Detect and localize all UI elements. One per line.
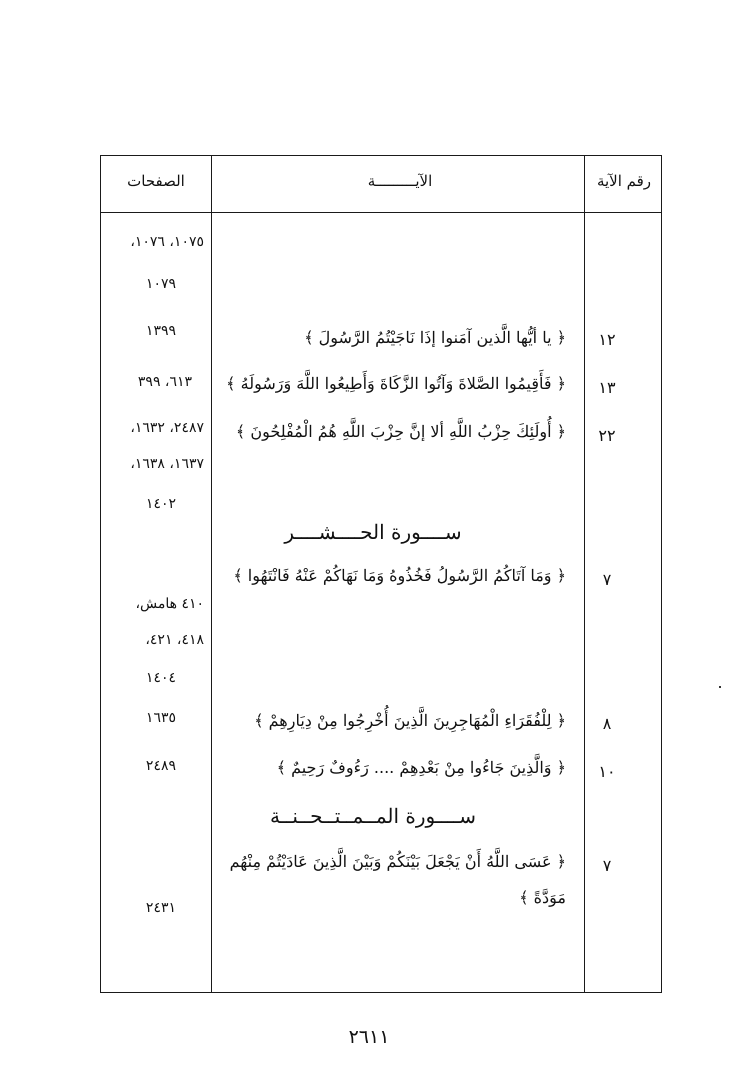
pages-cell: ٤١٨، ٤٢١، xyxy=(145,632,204,648)
pages-cell: ٢٤٨٩ xyxy=(145,758,176,774)
surah-heading: ســــورة الحــــشــــر xyxy=(284,520,462,544)
header-divider xyxy=(100,212,662,213)
verse-number: ١٣ xyxy=(598,378,616,397)
verse-text: ﴿ عَسَى اللَّهُ أَنْ يَجْعَلَ بَيْنَكُمْ وَبَيْنَ الَّذِينَ عَادَيْتُمْ مِنْهُم xyxy=(229,852,566,871)
verse-text-continued: مَوَدَّةً ﴾ xyxy=(519,888,566,907)
verse-number: ٨ xyxy=(602,714,612,733)
verse-number: ٢٢ xyxy=(598,426,616,445)
header-verse: الآيـــــــــة xyxy=(367,172,433,190)
pages-cell: ١٤٠٢ xyxy=(145,496,176,512)
pages-cell: ١٠٧٥، ١٠٧٦، xyxy=(130,234,204,250)
scan-speck xyxy=(719,686,721,688)
verse-text: ﴿ وَالَّذِينَ جَاءُوا مِنْ بَعْدِهِمْ .... رَءُوفٌ رَحِيمٌ ﴾ xyxy=(276,758,566,777)
pages-cell: ٢٤٣١ xyxy=(145,900,176,916)
header-verse-number: رقم الآية xyxy=(596,172,652,190)
pages-cell: ١٣٩٩ xyxy=(145,323,176,339)
pages-cell: ١٦٣٧، ١٦٣٨، xyxy=(130,456,204,472)
verse-text: ﴿ يا أيُّها الَّذين آمَنوا إذَا نَاجَيْتُمُ الرَّسُولَ ﴾ xyxy=(304,328,566,347)
pages-cell: ٦١٣، ٣٩٩ xyxy=(137,374,192,390)
verse-text: ﴿ فَأَقِيمُوا الصَّلاةَ وَآتُوا الزَّكَاةَ وَأَطِيعُوا اللَّهَ وَرَسُولَهُ ﴾ xyxy=(226,374,566,393)
pages-cell: ٤١٠ هامش، xyxy=(135,596,204,612)
verse-text: ﴿ لِلْفُقَرَاءِ الْمُهَاجِرِينَ الَّذِينَ أُخْرِجُوا مِنْ دِيَارِهِمْ ﴾ xyxy=(254,711,566,730)
verse-text: ﴿ أُولَئِكَ حِزْبُ اللَّهِ ألا إنَّ حِزْبَ اللَّهِ هُمُ الْمُفْلِحُونَ ﴾ xyxy=(235,422,566,441)
pages-cell: ١٦٣٥ xyxy=(145,710,176,726)
verse-number: ١٠ xyxy=(598,762,616,781)
pages-cell: ١٠٧٩ xyxy=(145,276,176,292)
surah-heading: ســــورة المــمــتــحــنــة xyxy=(269,804,477,828)
verse-number: ٧ xyxy=(602,856,612,875)
pages-cell: ٢٤٨٧، ١٦٣٢، xyxy=(130,420,204,436)
column-divider-pages xyxy=(211,155,212,993)
header-pages: الصفحات xyxy=(127,172,185,190)
page-number: ٢٦١١ xyxy=(348,1026,390,1048)
verse-number: ١٢ xyxy=(598,330,616,349)
verse-number: ٧ xyxy=(602,570,612,589)
pages-cell: ١٤٠٤ xyxy=(145,670,176,686)
verse-text: ﴿ وَمَا آتَاكُمُ الرَّسُولُ فَخُذُوهُ وَمَا نَهَاكُمْ عَنْهُ فَانْتَهُوا ﴾ xyxy=(233,566,566,585)
